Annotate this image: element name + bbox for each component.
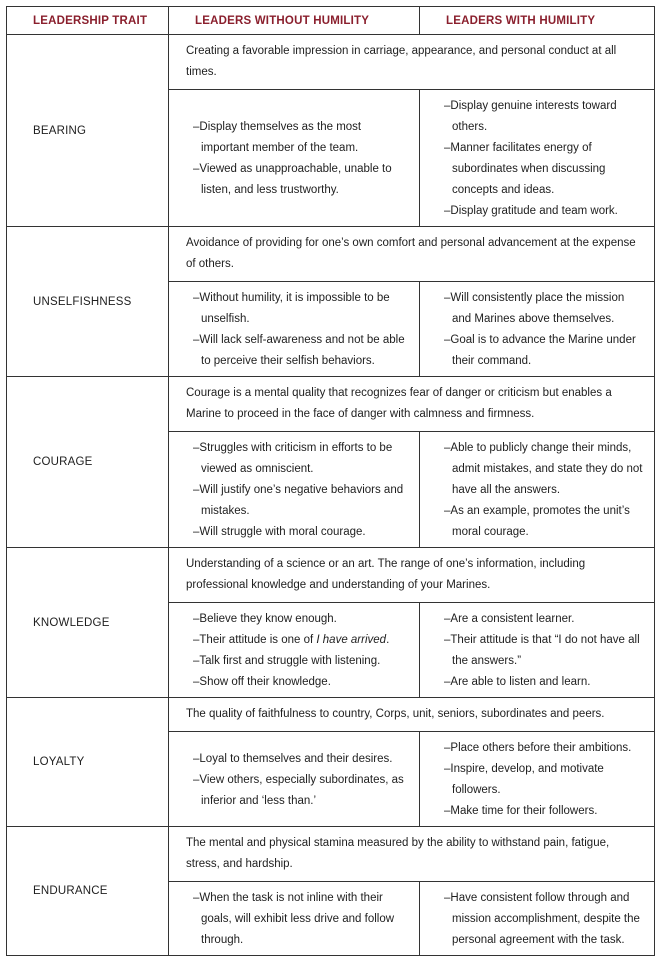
without-humility-list	[169, 882, 420, 956]
list-item: – Will consistently place the mission and Marines above themselves.	[444, 288, 646, 330]
list-item: – Loyal to themselves and their desires.	[193, 749, 411, 770]
list-item: – Have consistent follow through and mission accomplishment, despite the personal agreement with the task.	[444, 888, 646, 951]
list-item: – Able to publicly change their minds, admit mistakes, and state they do not have all the answers.	[444, 438, 646, 501]
without-humility-list	[169, 432, 420, 548]
leadership-traits-table	[6, 6, 655, 956]
trait-definition-row	[7, 827, 655, 882]
trait-definition: Avoidance of providing for one’s own comfort and personal advancement at the expense of others.	[169, 227, 655, 282]
with-humility-list	[420, 732, 655, 827]
trait-definition: The mental and physical stamina measured by the ability to withstand pain, fatigue, stress, and hardship.	[169, 827, 655, 882]
trait-name-unselfishness: UNSELFISHNESS	[7, 227, 169, 377]
list-item: – Will lack self-awareness and not be able to perceive their selfish behaviors.	[193, 330, 411, 372]
header-row	[7, 7, 655, 35]
list-item: – As an example, promotes the unit’s moral courage.	[444, 501, 646, 543]
without-humility-list	[169, 603, 420, 698]
list-item: – Inspire, develop, and motivate followers.	[444, 759, 646, 801]
without-humility-list	[169, 282, 420, 377]
list-item: – View others, especially subordinates, as inferior and ‘less than.’	[193, 770, 411, 812]
list-item: – Their attitude is that “I do not have all the answers.”	[444, 630, 646, 672]
list-item: – Their attitude is one of I have arrived.	[193, 630, 411, 651]
without-humility-list	[169, 90, 420, 227]
list-item: – When the task is not inline with their goals, will exhibit less drive and follow through.	[193, 888, 411, 951]
trait-definition-row	[7, 35, 655, 90]
list-item: – Viewed as unapproachable, unable to listen, and less trustworthy.	[193, 159, 411, 201]
list-item-emphasis: I have arrived	[316, 634, 387, 646]
list-item: – Make time for their followers.	[444, 801, 646, 822]
trait-name-bearing: BEARING	[7, 35, 169, 227]
trait-definition-row	[7, 548, 655, 603]
list-item: – Manner facilitates energy of subordinates when discussing concepts and ideas.	[444, 138, 646, 201]
trait-definition: Understanding of a science or an art. The range of one’s information, including professional knowledge and understanding of your Marines.	[169, 548, 655, 603]
with-humility-list	[420, 90, 655, 227]
list-item: – Without humility, it is impossible to be unselfish.	[193, 288, 411, 330]
header-without-humility: LEADERS WITHOUT HUMILITY	[169, 7, 420, 35]
list-item: – Struggles with criticism in efforts to be viewed as omniscient.	[193, 438, 411, 480]
list-item: – Are able to listen and learn.	[444, 672, 646, 693]
trait-name-endurance: ENDURANCE	[7, 827, 169, 956]
list-item: – Display gratitude and team work.	[444, 201, 646, 222]
trait-name-knowledge: KNOWLEDGE	[7, 548, 169, 698]
list-item: – Believe they know enough.	[193, 609, 411, 630]
trait-definition-row	[7, 377, 655, 432]
list-item-text: Their attitude is one of	[199, 634, 317, 646]
list-item: – Talk first and struggle with listening.	[193, 651, 411, 672]
with-humility-list	[420, 432, 655, 548]
with-humility-list	[420, 882, 655, 956]
list-item: – Goal is to advance the Marine under their command.	[444, 330, 646, 372]
without-humility-list	[169, 732, 420, 827]
trait-definition: The quality of faithfulness to country, Corps, unit, seniors, subordinates and peers.	[169, 698, 655, 732]
list-item: – Display genuine interests toward others.	[444, 96, 646, 138]
trait-definition: Creating a favorable impression in carriage, appearance, and personal conduct at all times.	[169, 35, 655, 90]
trait-definition-row	[7, 698, 655, 732]
with-humility-list	[420, 603, 655, 698]
header-leadership-trait: LEADERSHIP TRAIT	[7, 7, 169, 35]
trait-name-loyalty: LOYALTY	[7, 698, 169, 827]
trait-definition: Courage is a mental quality that recognizes fear of danger or criticism but enables a Marine to proceed in the face of danger with calmness and firmness.	[169, 377, 655, 432]
list-item: – Place others before their ambitions.	[444, 738, 646, 759]
list-item: – Display themselves as the most important member of the team.	[193, 117, 411, 159]
header-with-humility: LEADERS WITH HUMILITY	[420, 7, 655, 35]
list-item: – Will struggle with moral courage.	[193, 522, 411, 543]
with-humility-list	[420, 282, 655, 377]
trait-definition-row	[7, 227, 655, 282]
list-item: – Are a consistent learner.	[444, 609, 646, 630]
list-item: – Show off their knowledge.	[193, 672, 411, 693]
list-item: – Will justify one’s negative behaviors and mistakes.	[193, 480, 411, 522]
trait-name-courage: COURAGE	[7, 377, 169, 548]
